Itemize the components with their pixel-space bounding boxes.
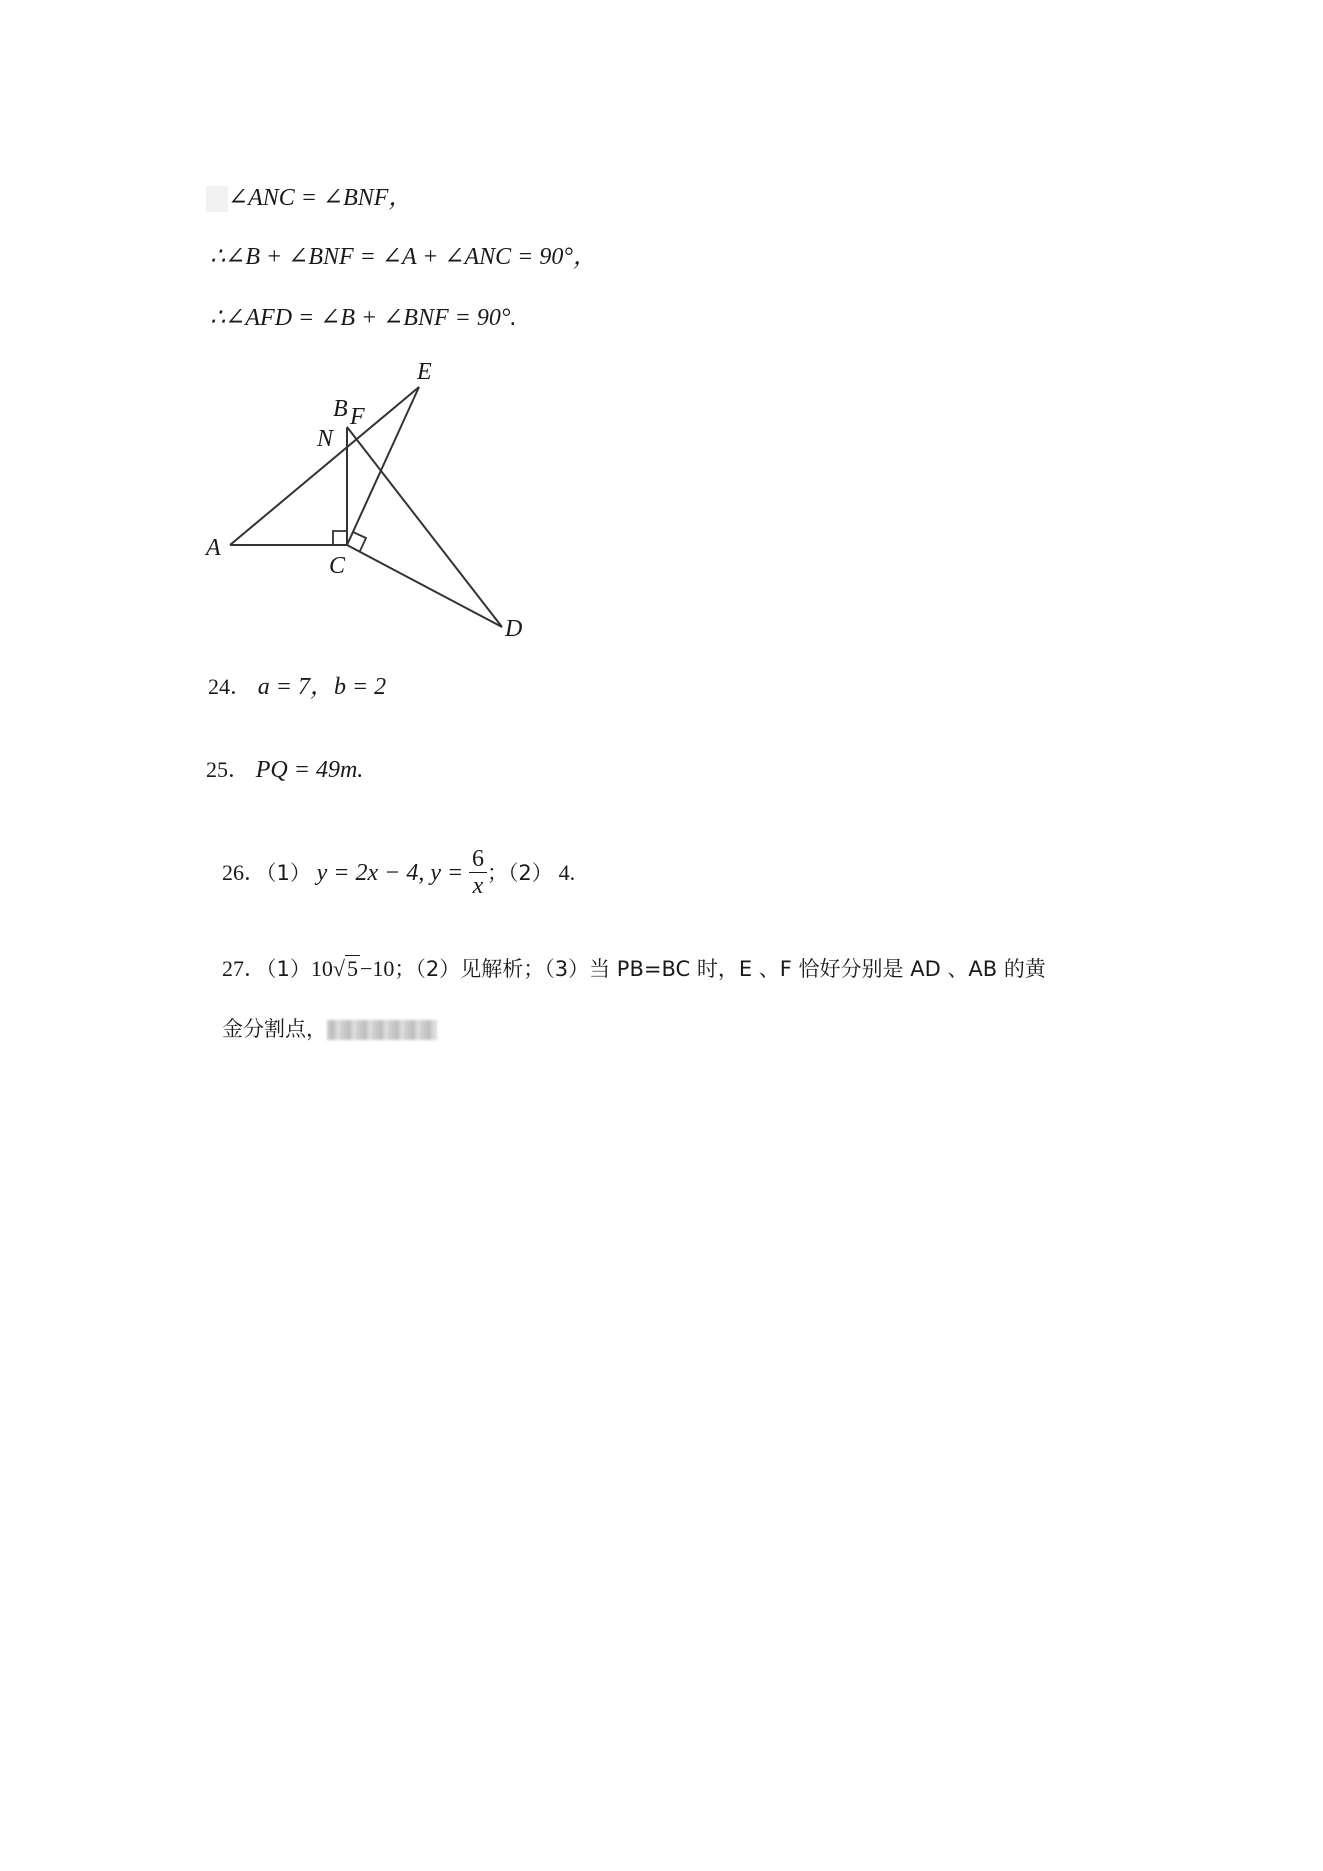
answer-24: 24． a = 7，b = 2 xyxy=(208,674,387,700)
value-10-sqrt5-minus-10: 10√5−10 xyxy=(310,956,395,981)
proof-line-3: ∴∠AFD = ∠B + ∠BNF = 90°. xyxy=(210,305,517,331)
label-b: B xyxy=(333,396,348,422)
scan-smudge xyxy=(206,186,228,212)
label-d: D xyxy=(505,616,523,642)
fraction-6-over-x: $\frac{6}{x}$ xyxy=(469,846,487,899)
segment-ae xyxy=(230,387,419,545)
label-a: A xyxy=(206,535,221,561)
segment-cd xyxy=(347,545,502,627)
answer-27-line-1: 27．（1）10√5−10；（2）见解析；（3）当 PB=BC 时，E 、F 恰好分别是 AD 、AB 的黄 xyxy=(222,956,1046,981)
proof-line-1: ∠ANC = ∠BNF， xyxy=(206,183,412,213)
answer-26: 26．（1） y = 2x − 4, y = $\frac{6}{x}$ ；（2） 4. xyxy=(222,846,576,900)
answer-27-line-2: 金分割点， xyxy=(222,1014,437,1044)
geometry-figure xyxy=(200,350,540,650)
label-f: F xyxy=(350,404,365,430)
label-c: C xyxy=(329,553,346,579)
blurred-watermark xyxy=(327,1020,437,1040)
label-e: E xyxy=(417,359,432,385)
label-n: N xyxy=(317,426,334,452)
right-angle-mark-acb xyxy=(333,531,347,545)
segment-bd xyxy=(347,427,502,627)
proof-line-2: ∴∠B + ∠BNF = ∠A + ∠ANC = 90°， xyxy=(210,244,597,270)
answer-25: 25． PQ = 49m. xyxy=(206,757,364,783)
